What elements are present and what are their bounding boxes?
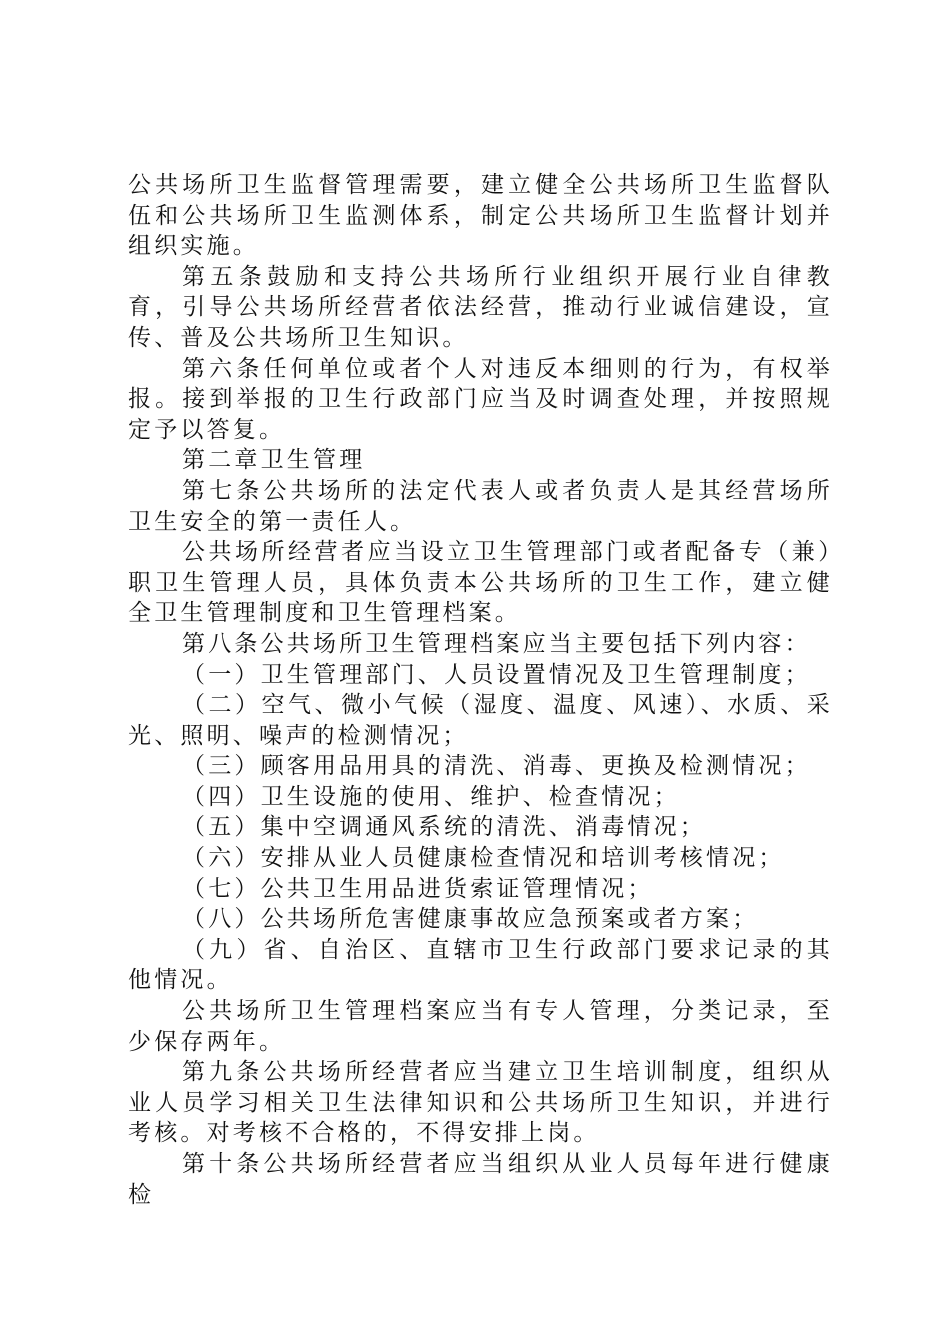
list-item: （六）安排从业人员健康检查情况和培训考核情况； bbox=[182, 845, 785, 872]
list-item: （四）卫生设施的使用、维护、检查情况； bbox=[182, 783, 680, 810]
paragraph: 第九条公共场所经营者应当建立卫生培训制度，组织从业人员学习相关卫生法律知识和公共场所卫生知识，并进行考核。对考核不合格的，不得安排上岗。 bbox=[128, 1059, 833, 1147]
paragraph: 公共场所经营者应当设立卫生管理部门或者配备专（兼）职卫生管理人员，具体负责本公共场所的卫生工作，建立健全卫生管理制度和卫生管理档案。 bbox=[128, 539, 833, 627]
list-item: （三）顾客用品用具的清洗、消毒、更换及检测情况； bbox=[182, 753, 811, 780]
paragraph: 公共场所卫生监督管理需要，建立健全公共场所卫生监督队伍和公共场所卫生监测体系，制定公共场所卫生监督计划并组织实施。 bbox=[128, 172, 833, 260]
document-body bbox=[128, 170, 833, 1210]
paragraph: 第六条任何单位或者个人对违反本细则的行为，有权举报。接到举报的卫生行政部门应当及时调查处理，并按照规定予以答复。 bbox=[128, 355, 833, 443]
paragraph: 第十条公共场所经营者应当组织从业人员每年进行健康检 bbox=[128, 1151, 833, 1208]
paragraph: 公共场所卫生管理档案应当有专人管理，分类记录，至少保存两年。 bbox=[128, 998, 833, 1055]
list-item: （七）公共卫生用品进货索证管理情况； bbox=[182, 875, 654, 902]
list-item: （五）集中空调通风系统的清洗、消毒情况； bbox=[182, 814, 706, 841]
paragraph: 第七条公共场所的法定代表人或者负责人是其经营场所卫生安全的第一责任人。 bbox=[128, 477, 833, 535]
list-item: （九）省、自治区、直辖市卫生行政部门要求记录的其他情况。 bbox=[128, 936, 833, 994]
list-item: （八）公共场所危害健康事故应急预案或者方案； bbox=[182, 906, 759, 933]
list-item: （一）卫生管理部门、人员设置情况及卫生管理制度； bbox=[182, 661, 811, 688]
paragraph: 第八条公共场所卫生管理档案应当主要包括下列内容： bbox=[182, 630, 811, 657]
paragraph: 第五条鼓励和支持公共场所行业组织开展行业自律教育，引导公共场所经营者依法经营，推动行业诚信建设，宣传、普及公共场所卫生知识。 bbox=[128, 263, 833, 351]
list-item: （二）空气、微小气候（湿度、温度、风速）、水质、采光、照明、噪声的检测情况； bbox=[128, 692, 833, 749]
chapter-heading: 第二章卫生管理 bbox=[182, 447, 366, 474]
